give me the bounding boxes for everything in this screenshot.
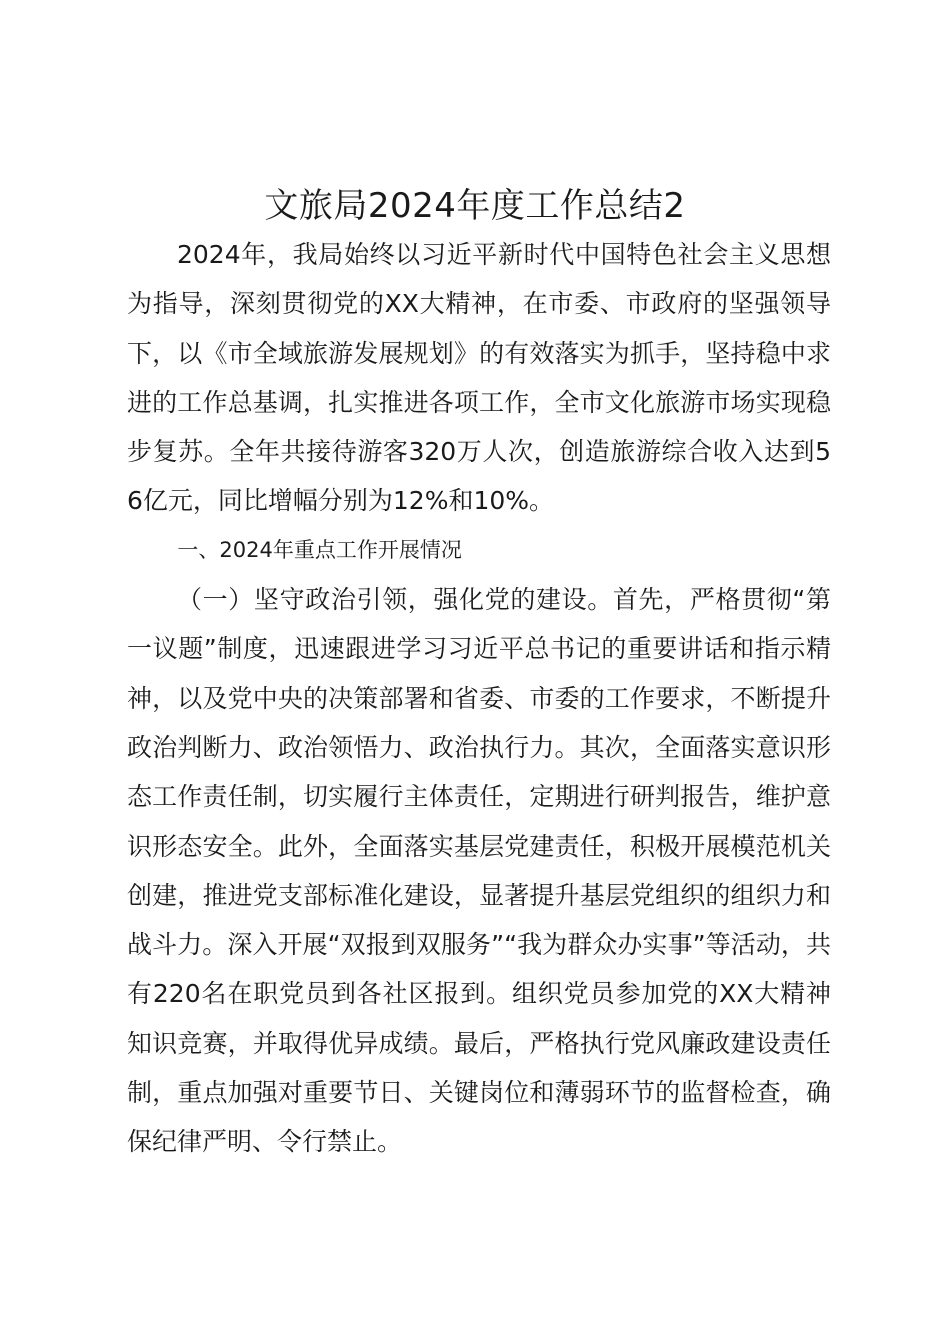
document-title: 文旅局2024年度工作总结2	[264, 186, 686, 226]
intro-paragraph: 2024年，我局始终以习近平新时代中国特色社会主义思想为指导，深刻贯彻党的XX大精神，在市委、市政府的坚强领导下，以《市全域旅游发展规划》的有效落实为抓手，坚持稳中求进的工作总基调，扎实推进各项工作，全市文化旅游市场实现稳步复苏。全年共接待游客320万人次，创造旅游综合收入达到56亿元，同比增幅分别为12%和10%。	[127, 240, 831, 516]
section-paragraph: （一）坚守政治引领，强化党的建设。首先，严格贯彻“第一议题”制度，迅速跟进学习习近平总书记的重要讲话和指示精神，以及党中央的决策部署和省委、市委的工作要求，不断提升政治判断力、政治领悟力、政治执行力。其次，全面落实意识形态工作责任制，切实履行主体责任，定期进行研判报告，维护意识形态安全。此外，全面落实基层党建责任，积极开展模范机关创建，推进党支部标准化建设，显著提升基层党组织的组织力和战斗力。深入开展“双报到双服务”“我为群众办实事”等活动，共有220名在职党员到各社区报到。组织党员参加党的XX大精神知识竞赛，并取得优异成绩。最后，严格执行党风廉政建设责任制，重点加强对重要节日、关键岗位和薄弱环节的监督检查，确保纪律严明、令行禁止。	[127, 585, 831, 1157]
document-body	[127, 230, 831, 1167]
section-heading: 一、2024年重点工作开展情况	[177, 537, 462, 562]
